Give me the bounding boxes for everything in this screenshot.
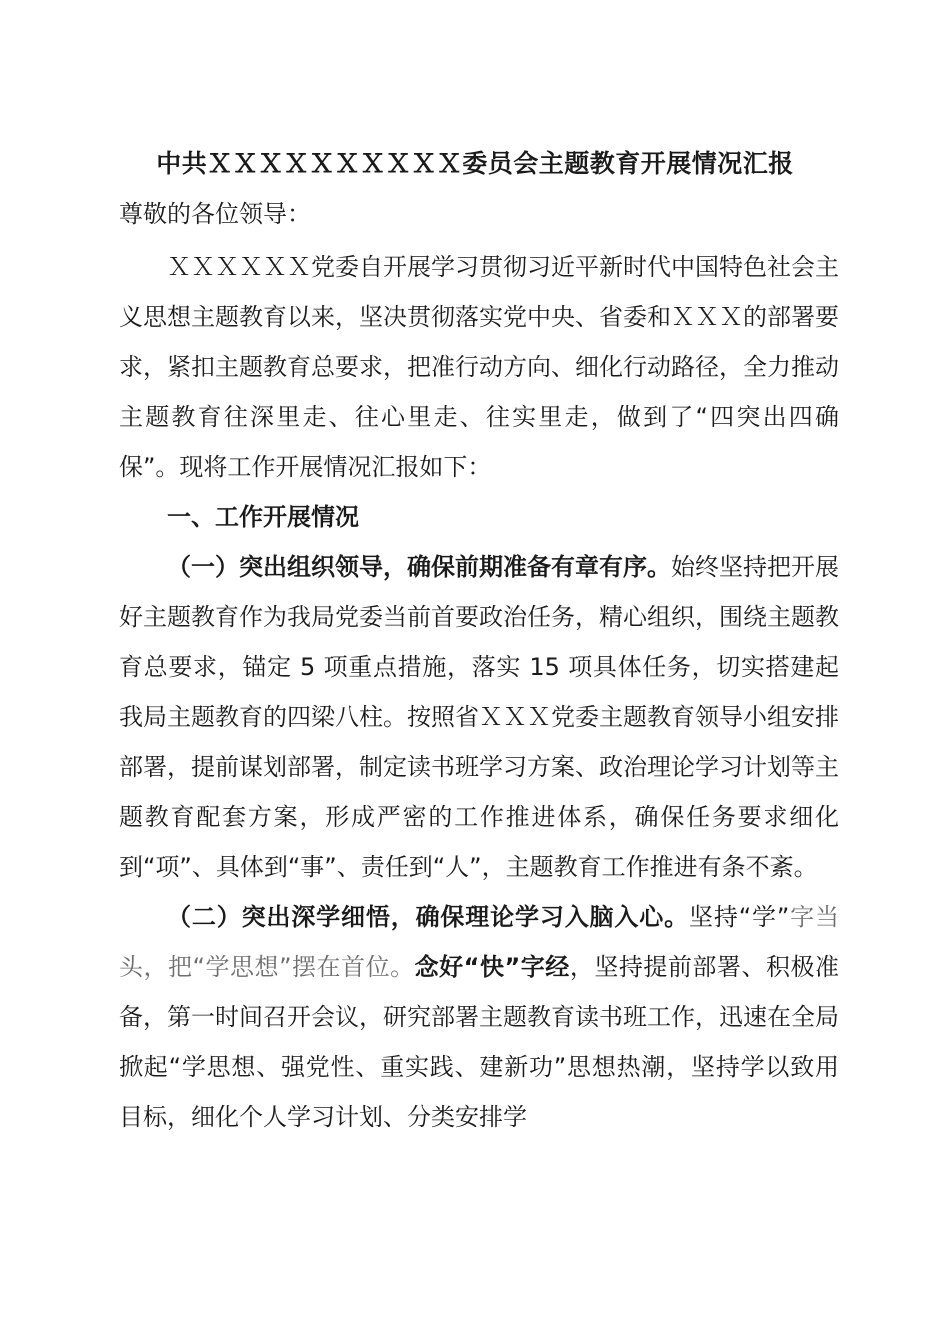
- item-2-paragraph: [119, 892, 839, 1142]
- item-1-body: 始终坚持把开展好主题教育作为我局党委当前首要政治任务，精心组织，围绕主题教育总要求，锚定 5 项重点措施，落实 15 项具体任务，切实搭建起我局主题教育的四梁八柱。按照省ＸＸＸ党委主题教育领导小组安排部署，提前谋划部署，制定读书班学习方案、政治理论学习计划等主题教育配套方案，形成严密的工作推进体系，确保任务要求细化到“项”、具体到“事”、责任到“人”，主题教育工作推进有条不紊。: [119, 553, 839, 881]
- item-1-paragraph: [119, 542, 839, 892]
- section-heading: 一、工作开展情况: [167, 503, 359, 531]
- item-2-body-b: 字当头，把“学思想”摆在首位。: [119, 903, 839, 981]
- document-body: [119, 242, 839, 1142]
- item-2-lead: （二）突出深学细悟，确保理论学习入脑入心。: [167, 903, 689, 931]
- item-2-body-c: ，坚持提前部署、积极准备，第一时间召开会议，研究部署主题教育读书班工作，迅速在全局掀起“学思想、强党性、重实践、建新功”思想热潮，坚持学以致用目标，细化个人学习计划、分类安排学: [119, 953, 840, 1131]
- item-1-lead: （一）突出组织领导，确保前期准备有章有序。: [167, 553, 671, 581]
- item-2-emphasis: 念好“快”字经: [414, 953, 570, 981]
- salutation: 尊敬的各位领导：: [119, 200, 311, 228]
- document-title: 中共ＸＸＸＸＸＸＸＸＸＸ委员会主题教育开展情况汇报: [156, 149, 794, 178]
- intro-paragraph: ＸＸＸＸＸＸ党委自开展学习贯彻习近平新时代中国特色社会主义思想主题教育以来，坚决贯彻落实党中央、省委和ＸＸＸ的部署要求，紧扣主题教育总要求，把准行动方向、细化行动路径，全力推动主题教育往深里走、往心里走、往实里走，做到了“四突出四确保”。现将工作开展情况汇报如下：: [119, 253, 839, 481]
- item-2-body-a: 坚持“学”: [688, 903, 790, 931]
